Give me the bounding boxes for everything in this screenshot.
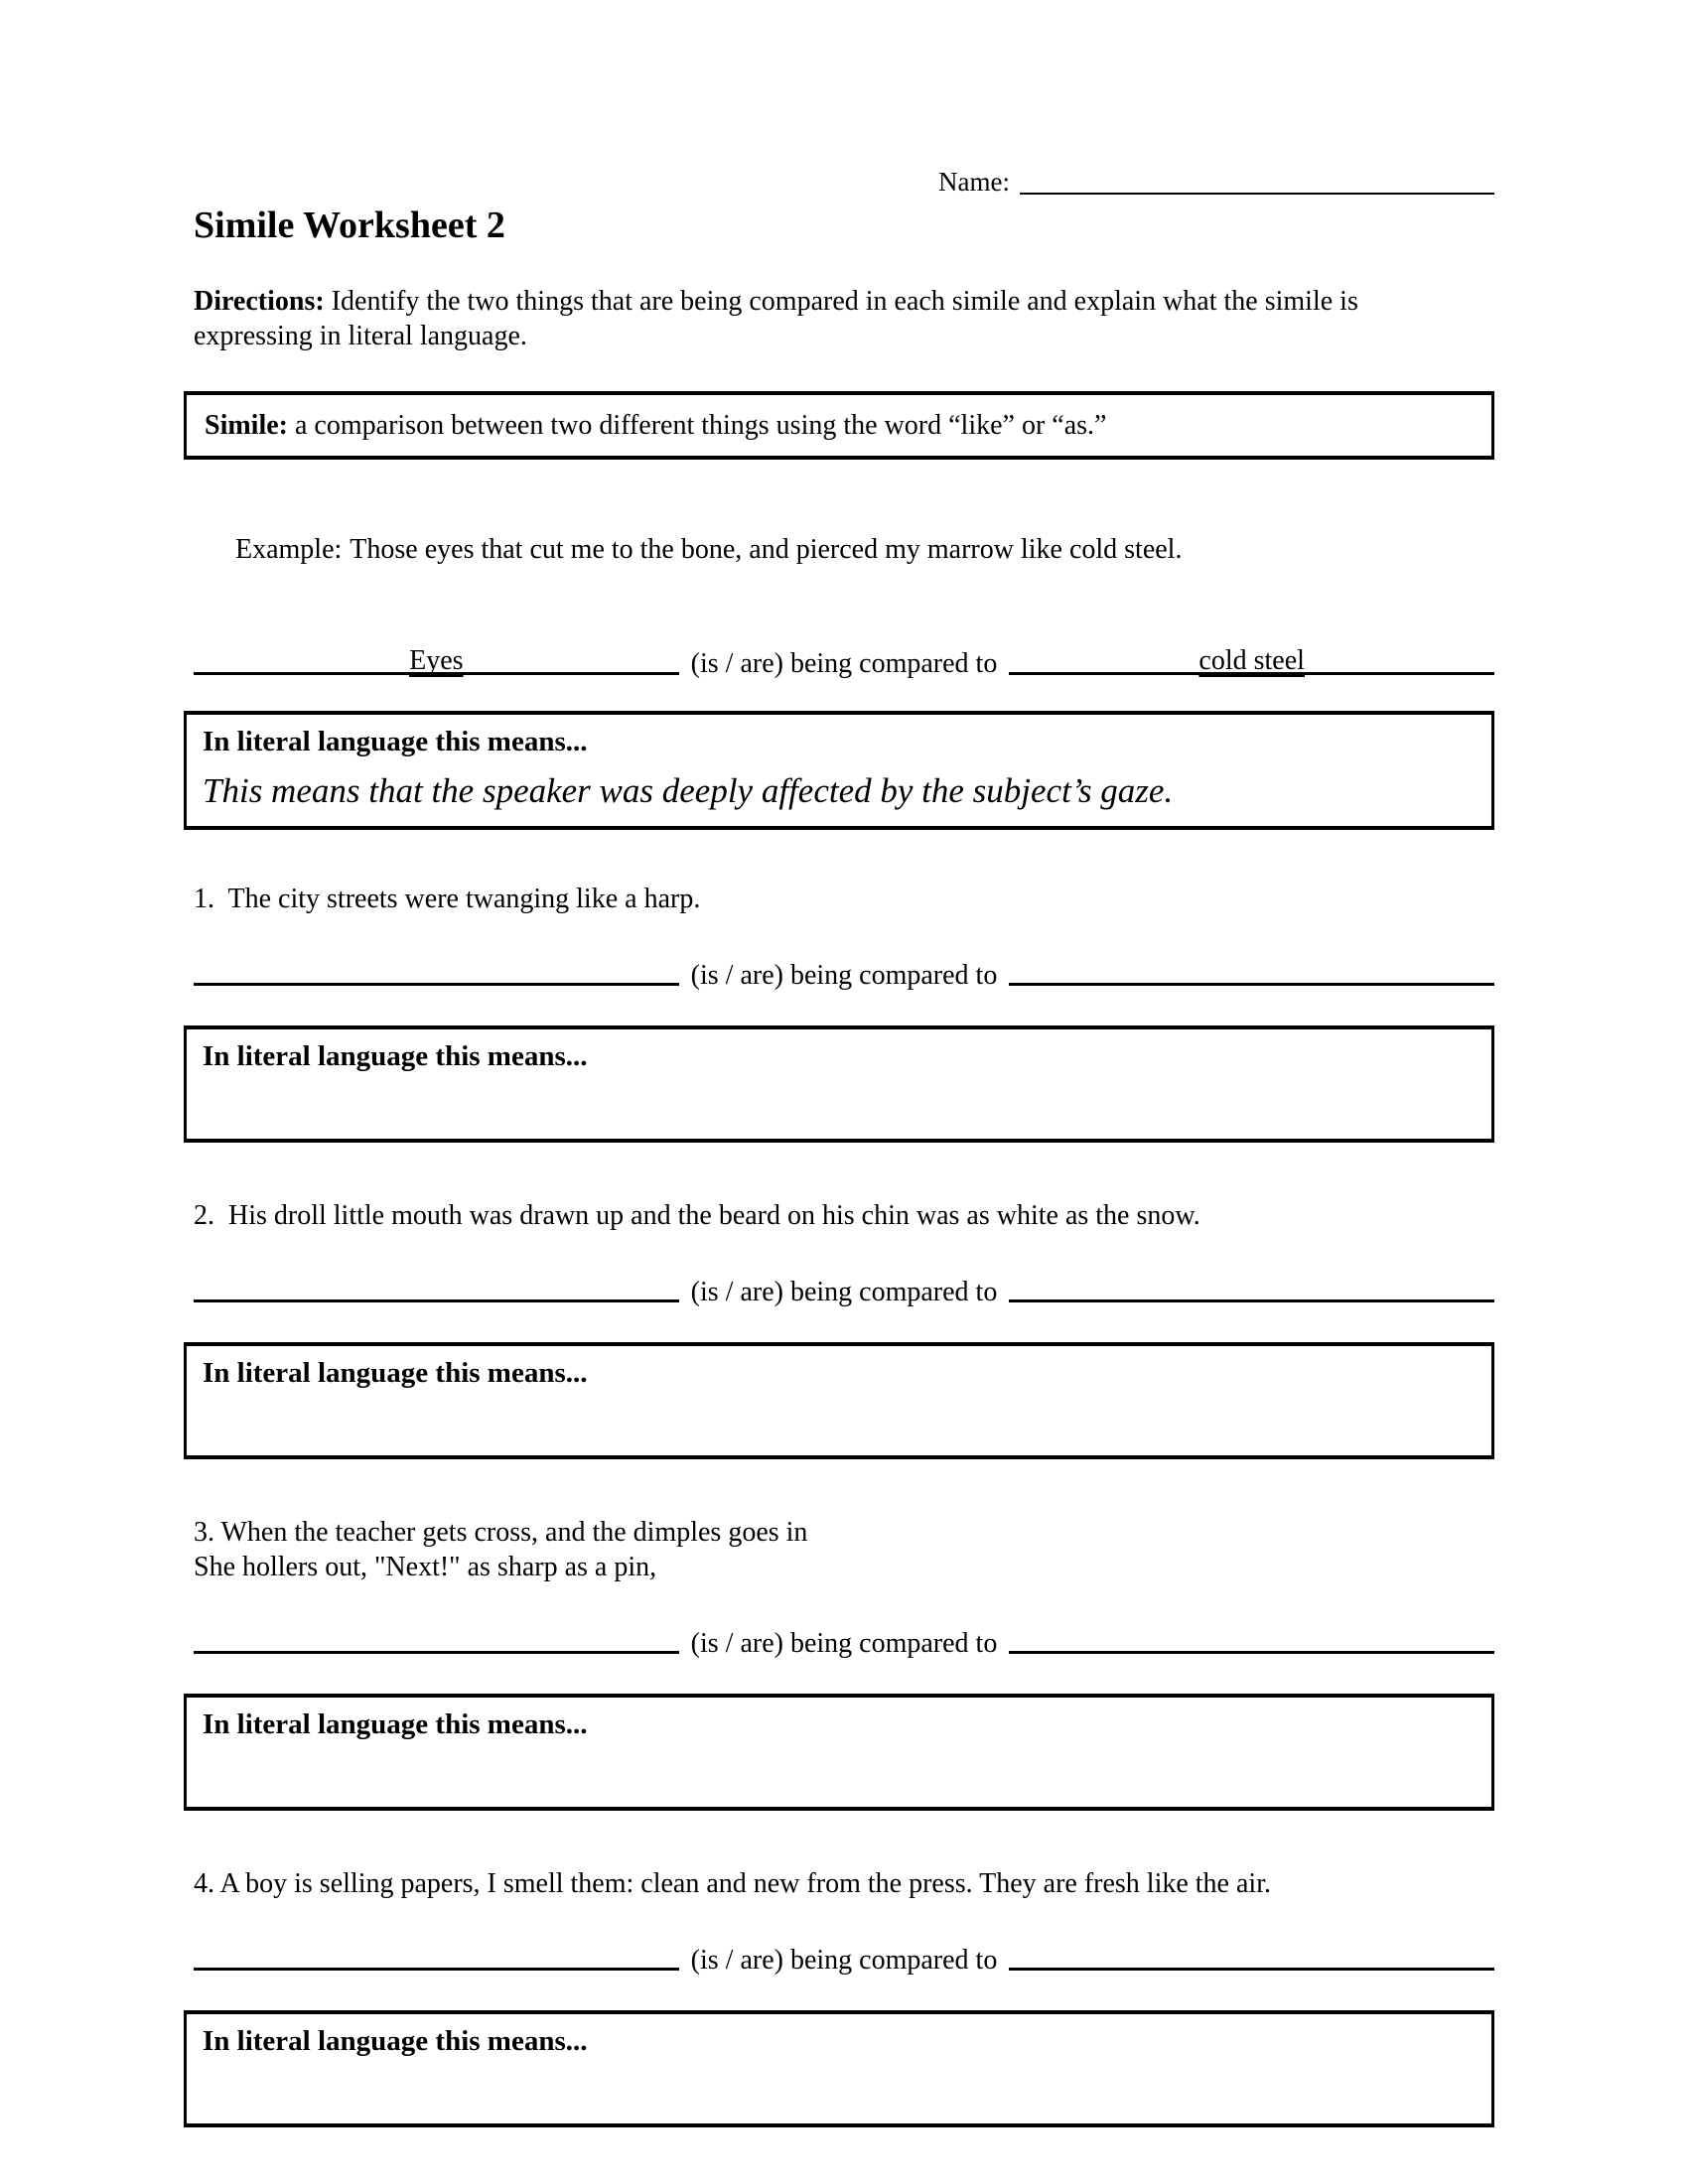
question-4-answer-blank-right[interactable]	[1009, 1928, 1494, 1971]
example-label: Example:	[235, 533, 343, 565]
directions	[194, 284, 1425, 353]
question-2-answer-blank-left[interactable]	[194, 1260, 679, 1302]
literal-label: In literal language this means...	[203, 1708, 588, 1741]
question-3-literal-box[interactable]	[184, 1694, 1494, 1811]
question-3-text-line-1: 3. When the teacher gets cross, and the dimples goes in	[194, 1517, 808, 1549]
name-fill-line[interactable]	[1020, 157, 1494, 195]
question-2	[194, 1198, 1494, 1459]
question-1	[194, 882, 1494, 1143]
example-section	[194, 497, 1494, 831]
directions-text: Identify the two things that are being compared in each simile and explain what the simile is expressing in literal language.	[194, 285, 1358, 351]
example-answer-blank-right[interactable]	[1009, 632, 1494, 675]
question-4-literal-box[interactable]	[184, 2010, 1494, 2127]
compare-connector: (is / are) being compared to	[690, 1627, 998, 1659]
question-2-literal-box[interactable]	[184, 1342, 1494, 1459]
literal-label: In literal language this means...	[203, 1357, 588, 1390]
question-1-text: 1. The city streets were twanging like a harp.	[194, 884, 701, 915]
question-3-text-line-2: She hollers out, "Next!" as sharp as a pin,	[194, 1552, 657, 1583]
name-label: Name:	[938, 167, 1010, 197]
example-answer-left: Eyes	[409, 644, 464, 676]
example-answer-blank-left[interactable]	[194, 632, 679, 675]
page-title: Simile Worksheet 2	[194, 205, 505, 246]
question-3-answer-blank-right[interactable]	[1009, 1611, 1494, 1654]
compare-connector: (is / are) being compared to	[690, 1944, 998, 1976]
question-4-answer-blank-left[interactable]	[194, 1928, 679, 1971]
question-1-answer-blank-left[interactable]	[194, 943, 679, 986]
example-literal-answer: This means that the speaker was deeply affected by the subject’s gaze.	[203, 771, 1174, 811]
question-4	[194, 1866, 1494, 2127]
compare-connector: (is / are) being compared to	[690, 647, 998, 679]
question-1-literal-box[interactable]	[184, 1025, 1494, 1143]
compare-connector: (is / are) being compared to	[690, 1276, 998, 1307]
question-2-text: 2. His droll little mouth was drawn up and the beard on his chin was as white as the snow.	[194, 1200, 1200, 1232]
question-3	[194, 1515, 1494, 1811]
question-3-answer-row	[194, 1614, 1494, 1659]
example-literal-box	[184, 711, 1494, 831]
example-answer-row	[194, 635, 1494, 679]
compare-connector: (is / are) being compared to	[690, 959, 998, 991]
directions-label: Directions:	[194, 285, 325, 317]
question-4-text: 4. A boy is selling papers, I smell them: clean and new from the press. They are fresh like the air.	[194, 1868, 1271, 1900]
question-2-answer-blank-right[interactable]	[1009, 1260, 1494, 1302]
question-1-answer-blank-right[interactable]	[1009, 943, 1494, 986]
definition-text: a comparison between two different things using the word “like” or “as.”	[295, 409, 1107, 441]
literal-label: In literal language this means...	[203, 1040, 588, 1073]
question-3-answer-blank-left[interactable]	[194, 1611, 679, 1654]
name-row	[938, 159, 1494, 195]
question-2-answer-row	[194, 1263, 1494, 1307]
question-1-answer-row	[194, 946, 1494, 991]
example-answer-right: cold steel	[1198, 644, 1305, 676]
question-4-answer-row	[194, 1931, 1494, 1976]
example-text: Those eyes that cut me to the bone, and pierced my marrow like cold steel.	[350, 533, 1183, 565]
definition-term: Simile:	[205, 409, 288, 441]
literal-label: In literal language this means...	[203, 725, 588, 757]
example-sentence	[194, 497, 1494, 602]
simile-definition-box	[184, 391, 1494, 460]
literal-label: In literal language this means...	[203, 2025, 588, 2058]
